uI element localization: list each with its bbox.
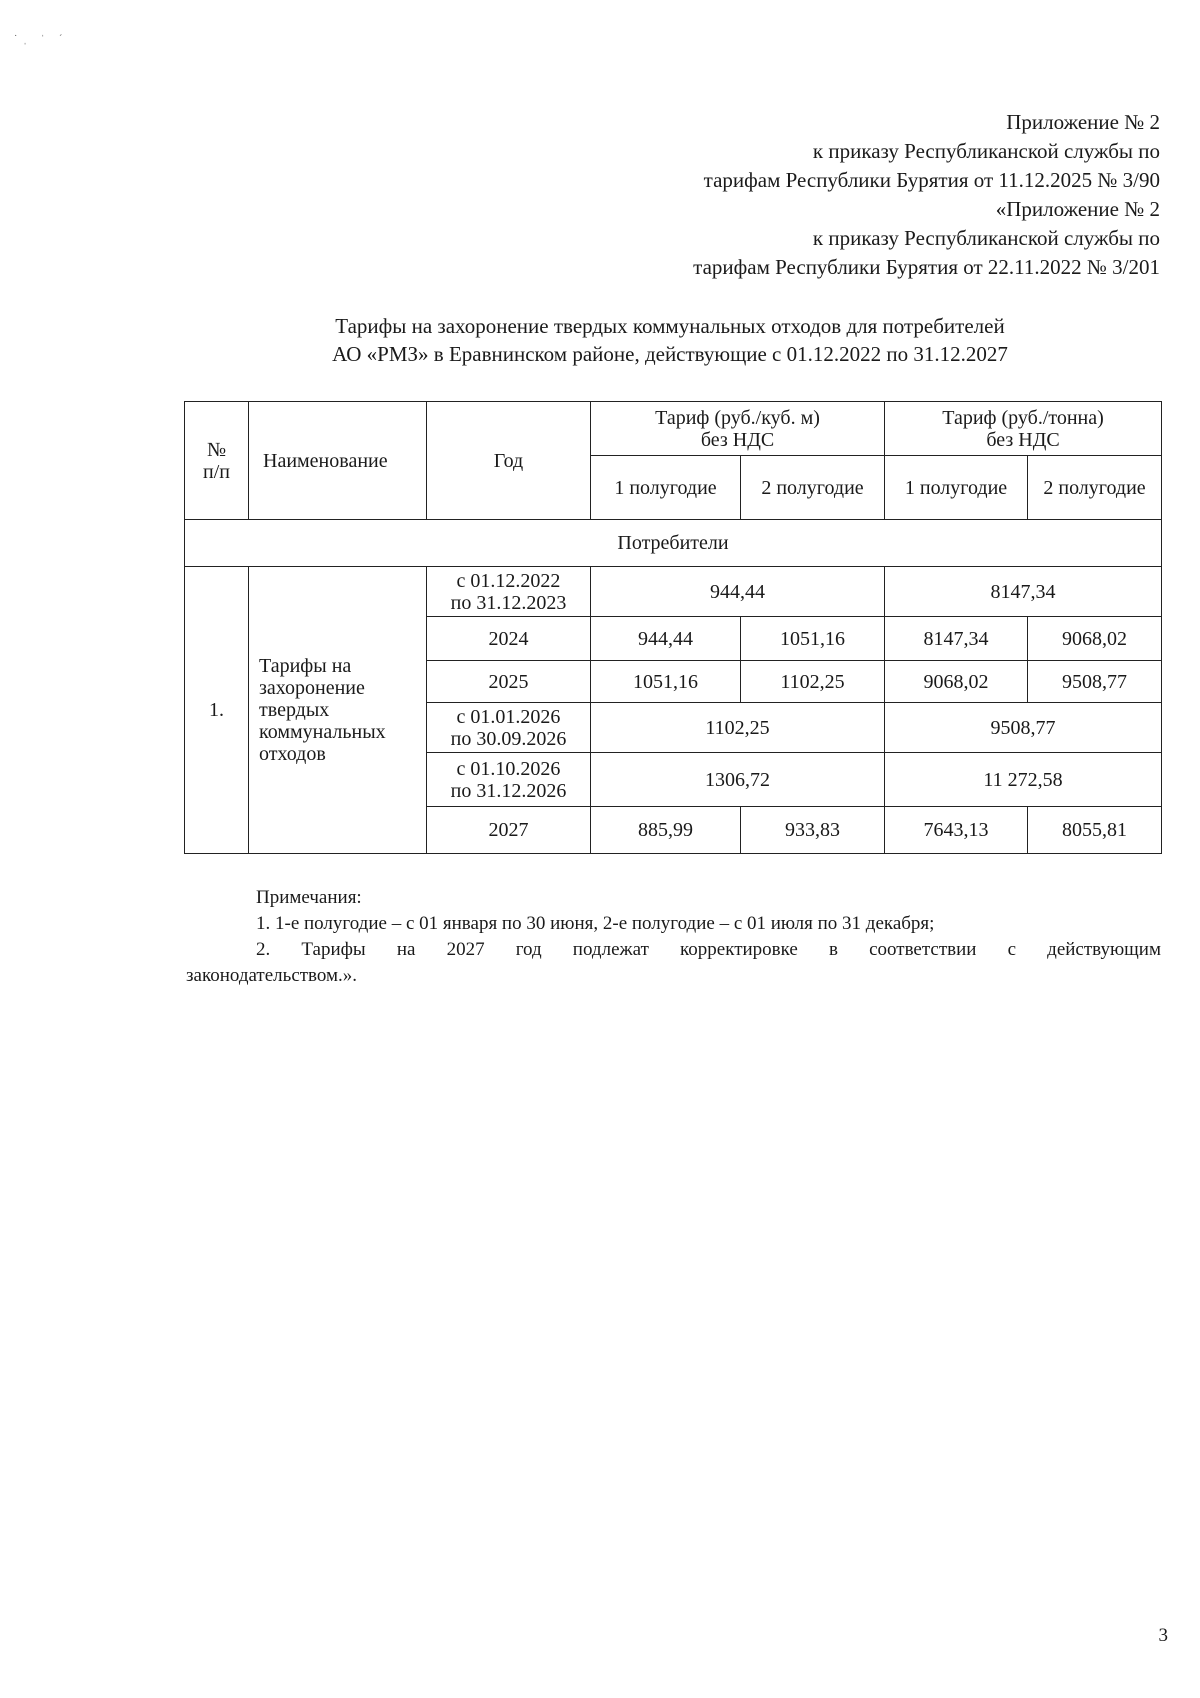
- note-item-2: 2. Тарифы на 2027 год подлежат корректировке в соответствии с действующим: [256, 939, 1161, 960]
- title-line: Тарифы на захоронение твердых коммунальных отходов для потребителей: [335, 314, 1005, 338]
- year-cell: с 01.01.2026 по 30.09.2026: [427, 703, 591, 753]
- notes-heading: Примечания:: [256, 887, 362, 908]
- header-half2-ton: 2 полугодие: [1028, 456, 1162, 520]
- tariff-table: [184, 401, 1162, 854]
- header-half1-ton: 1 полугодие: [885, 456, 1028, 520]
- header-half2-m3: 2 полугодие: [741, 456, 885, 520]
- tariff-ton-half2-cell: 9068,02: [1028, 617, 1162, 661]
- header-number: № п/п: [185, 402, 249, 520]
- header-tariff-ton: Тариф (руб./тонна) без НДС: [885, 402, 1162, 456]
- row-number: 1.: [185, 567, 249, 854]
- tariff-ton-cell: 8147,34: [885, 567, 1162, 617]
- header-line: к приказу Республиканской службы по: [812, 139, 1160, 163]
- tariff-m3-cell: 1102,25: [591, 703, 885, 753]
- header-line: Приложение № 2: [1006, 110, 1160, 134]
- tariff-m3-cell: 1306,72: [591, 753, 885, 807]
- table-header-row: [185, 402, 1162, 456]
- header-line: тарифам Республики Бурятия от 22.11.2022 № 3/201: [693, 255, 1160, 279]
- tariff-m3-half1-cell: 944,44: [591, 617, 741, 661]
- tariff-m3-half2-cell: 1102,25: [741, 661, 885, 703]
- tariff-m3-half2-cell: 933,83: [741, 807, 885, 854]
- notes-section: [186, 885, 1161, 989]
- tariff-m3-half1-cell: 885,99: [591, 807, 741, 854]
- section-label: Потребители: [185, 520, 1162, 567]
- appendix-header: [520, 108, 1160, 282]
- tariff-m3-half2-cell: 1051,16: [741, 617, 885, 661]
- header-line: тарифам Республики Бурятия от 11.12.2025 № 3/90: [703, 168, 1160, 192]
- table-row: [185, 567, 1162, 617]
- tariff-m3-cell: 944,44: [591, 567, 885, 617]
- header-line: «Приложение № 2: [995, 197, 1160, 221]
- header-half1-m3: 1 полугодие: [591, 456, 741, 520]
- year-cell: 2025: [427, 661, 591, 703]
- section-row: [185, 520, 1162, 567]
- year-cell: 2024: [427, 617, 591, 661]
- header-tariff-m3: Тариф (руб./куб. м) без НДС: [591, 402, 885, 456]
- header-name: Наименование: [249, 402, 427, 520]
- scan-marks: ˙ˌ ˈ ˊ: [14, 34, 69, 45]
- note-item-1: 1. 1-е полугодие – с 01 января по 30 июня, 2-е полугодие – с 01 июля по 31 декабря;: [256, 913, 935, 934]
- year-cell: 2027: [427, 807, 591, 854]
- tariff-ton-cell: 11 272,58: [885, 753, 1162, 807]
- tariff-m3-half1-cell: 1051,16: [591, 661, 741, 703]
- header-year: Год: [427, 402, 591, 520]
- row-name: Тарифы на захоронение твердых коммунальных отходов: [249, 567, 427, 854]
- year-cell: с 01.10.2026 по 31.12.2026: [427, 753, 591, 807]
- title-line: АО «РМЗ» в Еравнинском районе, действующие с 01.12.2022 по 31.12.2027: [332, 342, 1008, 366]
- document-title: [180, 312, 1160, 368]
- header-line: к приказу Республиканской службы по: [812, 226, 1160, 250]
- tariff-ton-half1-cell: 9068,02: [885, 661, 1028, 703]
- tariff-ton-half2-cell: 8055,81: [1028, 807, 1162, 854]
- page-number: 3: [1158, 1625, 1168, 1646]
- tariff-ton-half1-cell: 7643,13: [885, 807, 1028, 854]
- tariff-ton-cell: 9508,77: [885, 703, 1162, 753]
- tariff-ton-half2-cell: 9508,77: [1028, 661, 1162, 703]
- tariff-ton-half1-cell: 8147,34: [885, 617, 1028, 661]
- year-cell: с 01.12.2022 по 31.12.2023: [427, 567, 591, 617]
- note-item-2-continuation: законодательством.».: [186, 965, 358, 986]
